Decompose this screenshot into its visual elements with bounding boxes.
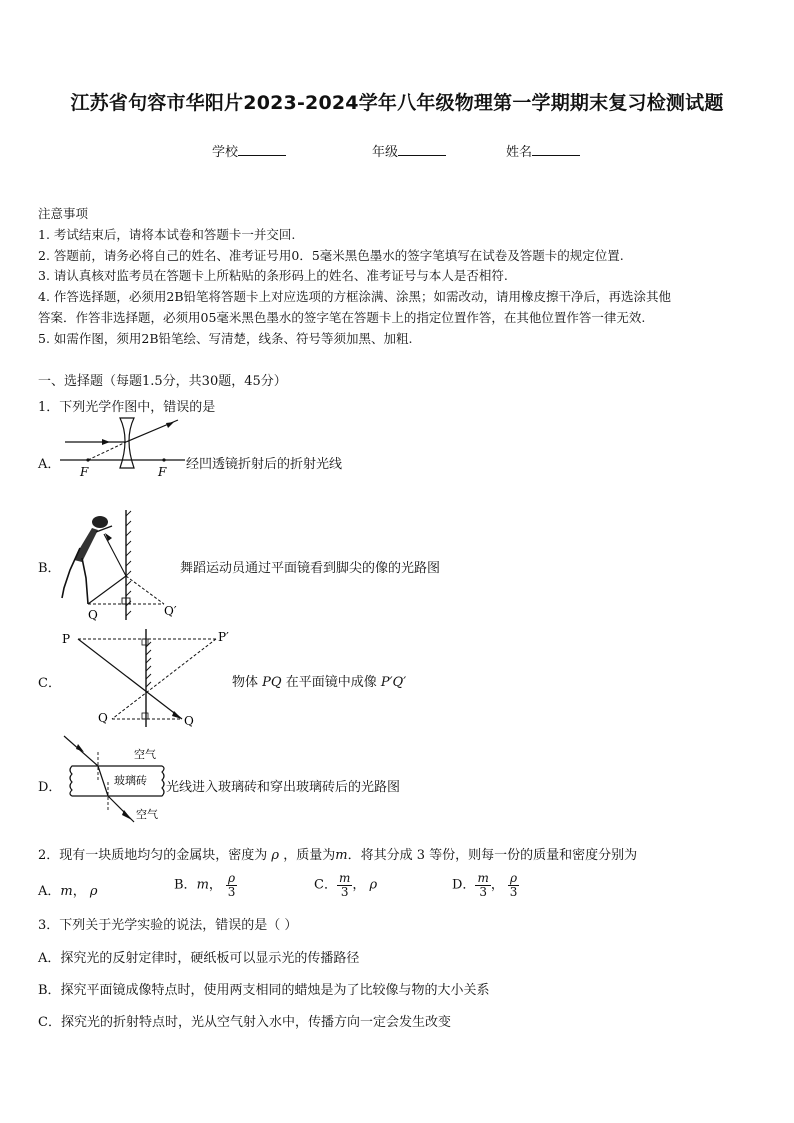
section-heading: 一、选择题（每题1.5分，共30题，45分） (38, 374, 287, 389)
school-field (212, 141, 286, 160)
glass-label: 玻璃砖 (114, 774, 147, 787)
notice-item: 5. 如需作图，须用2B铅笔绘、写清楚，线条、符号等须加黑、加粗. (38, 331, 413, 346)
option-letter: A． (38, 884, 61, 899)
fraction (337, 872, 352, 898)
name-label: 姓名 (506, 145, 533, 160)
rho-symbol: ρ (271, 848, 280, 863)
question-2-stem (38, 844, 637, 863)
air-label-top: 空气 (134, 748, 156, 761)
glass-brick-diagram (62, 734, 172, 826)
q1-option-c-caption (232, 671, 406, 690)
fraction (475, 872, 490, 898)
fraction-denominator: 3 (340, 884, 349, 899)
rho-symbol: ρ (369, 877, 378, 893)
q1-option-b-letter: B． (38, 561, 61, 576)
option-letter: D． (452, 877, 476, 893)
point-p-label: P (62, 632, 71, 646)
fraction-numerator: m (338, 871, 351, 885)
name-field (506, 141, 580, 160)
notice-item: 答案．作答非选择题，必须用05毫米黑色墨水的签字笔在答题卡上的指定位置作答，在其他位置作答一律无效. (38, 310, 646, 325)
stem-text: ，质量为 (283, 848, 336, 863)
q2-option-c (314, 872, 377, 898)
school-blank (238, 143, 286, 156)
mass-symbol: m (60, 884, 73, 899)
fraction-denominator: 3 (509, 884, 518, 899)
q2-option-b (174, 872, 237, 898)
point-q-label: Q (88, 608, 98, 622)
q3-option-c: C．探究光的折射特点时，光从空气射入水中，传播方向一定会发生改变 (38, 1015, 451, 1030)
fraction-numerator: ρ (509, 871, 518, 885)
caption-text: 物体 (232, 675, 259, 690)
point-q-right-label: Q (184, 714, 194, 728)
grade-blank (398, 143, 446, 156)
q1-option-d-caption: 光线进入玻璃砖和穿出玻璃砖后的光路图 (166, 780, 401, 795)
q1-option-b-caption: 舞蹈运动员通过平面镜看到脚尖的像的光路图 (180, 561, 441, 576)
plane-mirror-dancer-diagram (60, 508, 190, 624)
q1-option-d-letter: D． (38, 780, 62, 795)
notice-item: 3. 请认真核对监考员在答题卡上所粘贴的条形码上的姓名、准考证号与本人是否相符. (38, 268, 508, 283)
point-q-image-label: Q′ (164, 604, 177, 618)
caption-image-variable: P′Q′ (380, 675, 407, 690)
grade-field (372, 141, 446, 160)
point-q-left-label: Q (98, 711, 108, 725)
option-letter: C． (314, 877, 337, 893)
mass-symbol: m (335, 848, 348, 863)
fraction (226, 872, 237, 898)
stem-text: ．将其分成 3 等份，则每一份的质量和密度分别为 (347, 848, 638, 863)
fraction-denominator: 3 (227, 884, 236, 899)
fraction-numerator: m (477, 871, 489, 885)
caption-variable: PQ (262, 675, 282, 690)
comma: ， (208, 877, 222, 893)
notice-item: 2. 答题前，请务必将自己的姓名、准考证号用0．5毫米黑色墨水的签字笔填写在试卷及答题卡的规定位置. (38, 248, 624, 263)
question-3-stem: 3．下列关于光学实验的说法，错误的是（ ） (38, 918, 298, 933)
fraction (508, 872, 519, 898)
fraction-numerator: ρ (228, 871, 236, 885)
notice-item: 1. 考试结束后，请将本试卷和答题卡一并交回. (38, 227, 296, 242)
comma: ， (72, 884, 86, 899)
q3-option-b: B．探究平面镜成像特点时，使用两支相同的蜡烛是为了比较像与物的大小关系 (38, 983, 490, 998)
concave-lens-diagram (60, 418, 200, 480)
rho-symbol: ρ (89, 884, 98, 899)
page-title: 江苏省句容市华阳片2023-2024学年八年级物理第一学期期末复习检测试题 (70, 92, 724, 114)
comma: ， (490, 877, 504, 893)
question-1-stem: 1．下列光学作图中，错误的是 (38, 400, 216, 415)
name-blank (532, 143, 580, 156)
focal-label-right: F (158, 465, 167, 479)
q1-option-a-caption: 经凹透镜折射后的折射光线 (186, 457, 343, 472)
air-label-bottom: 空气 (136, 808, 158, 821)
option-letter: B． (174, 877, 197, 893)
plane-mirror-object-diagram (60, 627, 240, 731)
mass-symbol: m (196, 877, 209, 893)
stem-text: 2．现有一块质地均匀的金属块，密度为 (38, 848, 268, 863)
caption-text: 在平面镜中成像 (285, 675, 377, 690)
comma: ， (352, 877, 366, 893)
q2-option-a (38, 880, 98, 899)
point-p-image-label: P′ (218, 630, 229, 644)
q1-option-c-letter: C． (38, 676, 61, 691)
notice-item: 4. 作答选择题，必须用2B铅笔将答题卡上对应选项的方框涂满、涂黑；如需改动，请用橡皮擦干净后，再选涂其他 (38, 289, 672, 304)
fraction-denominator: 3 (479, 884, 487, 899)
q1-option-a-letter: A． (38, 457, 61, 472)
q3-option-a: A．探究光的反射定律时，硬纸板可以显示光的传播路径 (38, 951, 360, 966)
grade-label: 年级 (372, 145, 399, 160)
q2-option-d (452, 872, 519, 898)
school-label: 学校 (212, 145, 239, 160)
focal-label-left: F (80, 465, 89, 479)
notice-heading: 注意事项 (38, 206, 89, 221)
